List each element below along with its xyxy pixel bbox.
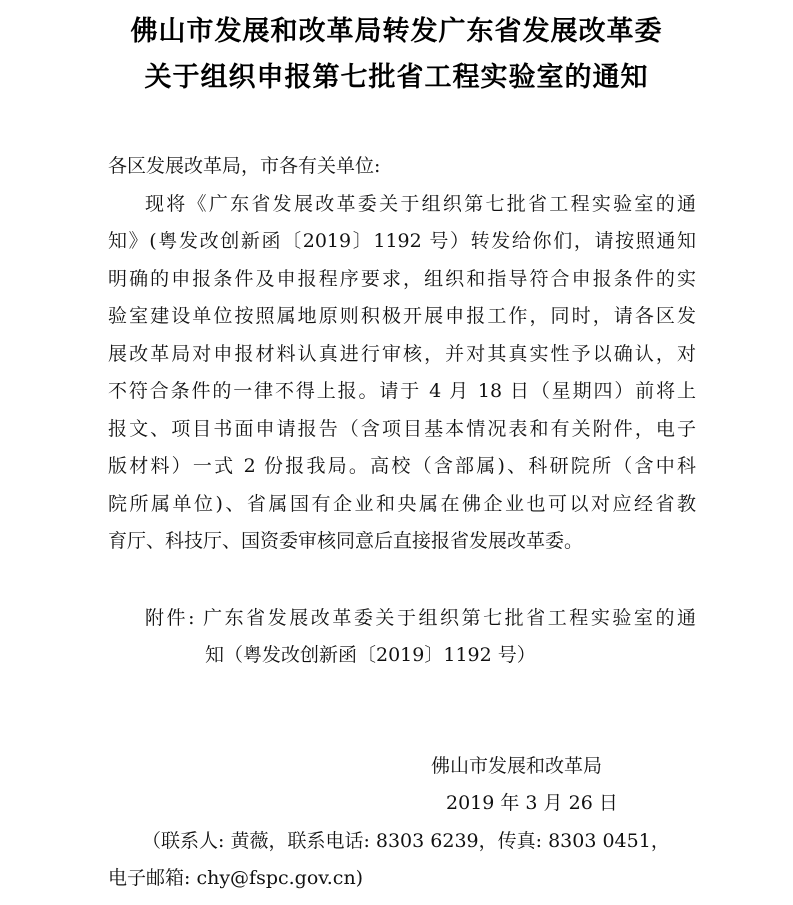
salutation: 各区发展改革局，市各有关单位: — [108, 155, 381, 177]
body-line: 验室建设单位按照属地原则积极开展申报工作，同时，请各区发 — [108, 305, 696, 327]
body-line: 不符合条件的一律不得上报。请于 4 月 18 日（星期四）前将上 — [108, 380, 696, 402]
body-line: 版材料）一式 2 份报我局。高校（含部属)、科研院所（含中科 — [108, 455, 696, 477]
body-line: 展改革局对申报材料认真进行审核，并对其真实性予以确认，对 — [108, 343, 696, 365]
attachment-line-2: 知（粤发改创新函〔2019〕1192 号） — [205, 644, 536, 666]
body-line: 育厅、科技厅、国资委审核同意后直接报省发展改革委。 — [108, 530, 584, 552]
document-title-line-1: 佛山市发展和改革局转发广东省发展改革委 — [130, 16, 663, 47]
contact-line-1: （联系人: 黄薇，联系电话: 8303 6239，传真: 8303 0451， — [142, 830, 670, 852]
signature-organization: 佛山市发展和改革局 — [431, 755, 603, 777]
body-line: 现将《广东省发展改革委关于组织第七批省工程实验室的通 — [145, 193, 696, 215]
body-line: 院所属单位)、省属国有企业和央属在佛企业也可以对应经省教 — [108, 493, 696, 515]
body-line: 报文、项目书面申请报告（含项目基本情况表和有关附件，电子 — [108, 418, 696, 440]
attachment-line-1: 附件: 广东省发展改革委关于组织第七批省工程实验室的通 — [145, 607, 696, 629]
document-title-line-2: 关于组织申报第七批省工程实验室的通知 — [144, 62, 649, 93]
contact-line-2: 电子邮箱: chy@fspc.gov.cn) — [108, 867, 364, 889]
body-line: 明确的申报条件及申报程序要求，组织和指导符合申报条件的实 — [108, 268, 696, 290]
body-line: 知》(粤发改创新函〔2019〕1192 号）转发给你们，请按照通知 — [108, 230, 696, 252]
signature-date: 2019 年 3 月 26 日 — [446, 792, 618, 814]
